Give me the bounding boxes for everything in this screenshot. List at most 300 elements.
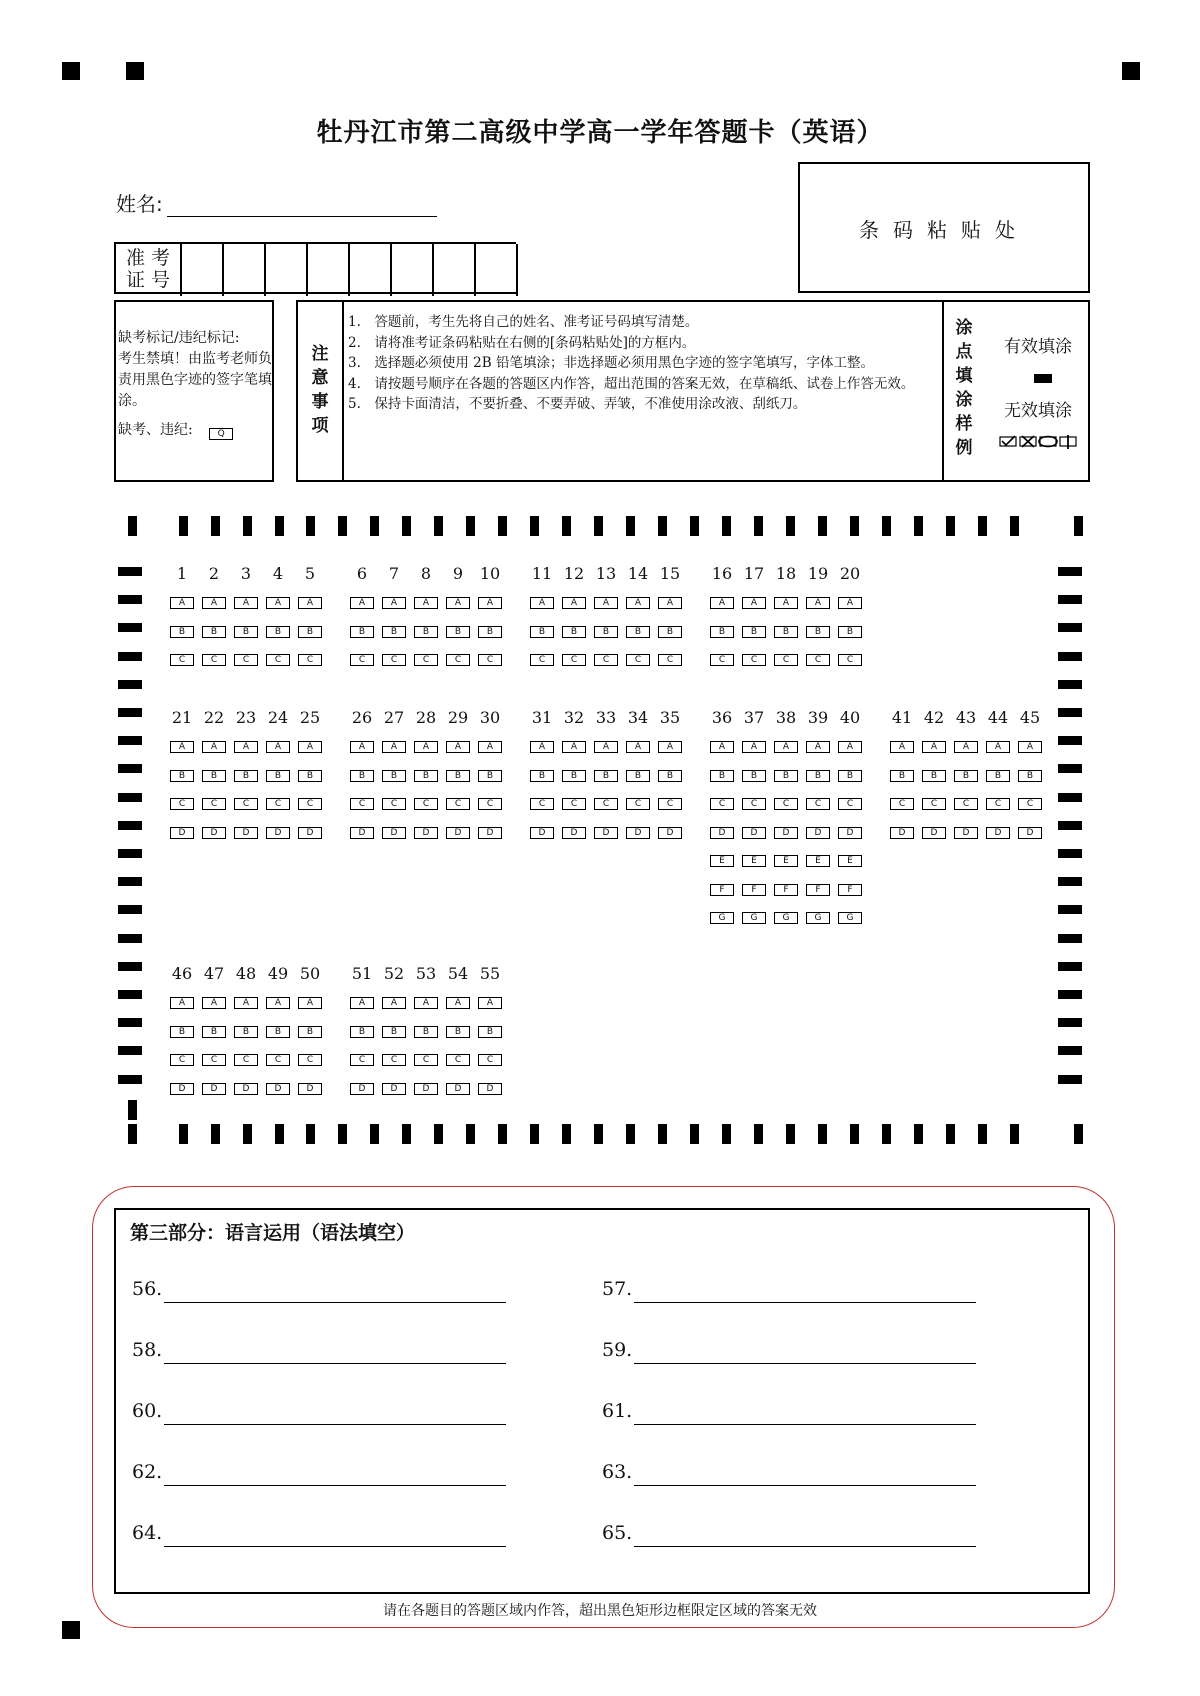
timing-mark [498,1124,507,1144]
timing-mark [498,516,507,536]
exam-id-digit-cell[interactable] [182,244,224,296]
answer-bubble-54-d[interactable]: D [446,1083,470,1095]
answer-bubble-8-a[interactable]: A [414,597,438,609]
answer-bubble-46-a[interactable]: A [170,997,194,1009]
answer-bubble-13-b[interactable]: B [594,626,618,638]
answer-bubble-11-c[interactable]: C [530,654,554,666]
answer-bubble-41-c[interactable]: C [890,798,914,810]
answer-bubble-37-d[interactable]: D [742,827,766,839]
question-number: 30 [479,708,501,727]
answer-bubble-36-d[interactable]: D [710,827,734,839]
fill-answer-line[interactable] [634,1485,976,1486]
answer-bubble-32-a[interactable]: A [562,741,586,753]
answer-bubble-55-b[interactable]: B [478,1026,502,1038]
answer-bubble-41-d[interactable]: D [890,827,914,839]
notice-item: 2. 请将准考证条码粘贴在右侧的[条码粘贴处]的方框内。 [348,334,696,351]
timing-mark [1058,990,1082,999]
fill-answer-line[interactable] [164,1302,506,1303]
answer-bubble-33-d[interactable]: D [594,827,618,839]
answer-bubble-23-c[interactable]: C [234,798,258,810]
answer-bubble-36-e[interactable]: E [710,855,734,867]
question-number: 43 [955,708,977,727]
absence-text: 考生禁填！由监考老师负责用黑色字迹的签字笔填涂。 [118,351,272,409]
answer-bubble-14-a[interactable]: A [626,597,650,609]
answer-bubble-27-a[interactable]: A [382,741,406,753]
answer-bubble-48-d[interactable]: D [234,1083,258,1095]
fill-answer-line[interactable] [164,1363,506,1364]
timing-mark [434,516,443,536]
barcode-label: 条码粘贴处 [859,218,1029,242]
name-field[interactable] [116,188,437,217]
exam-id-digit-cell[interactable] [476,244,518,296]
answer-bubble-41-a[interactable]: A [890,741,914,753]
answer-bubble-44-a[interactable]: A [986,741,1010,753]
answer-bubble-31-d[interactable]: D [530,827,554,839]
timing-mark [306,1124,315,1144]
answer-bubble-20-c[interactable]: C [838,654,862,666]
answer-bubble-8-b[interactable]: B [414,626,438,638]
answer-bubble-26-b[interactable]: B [350,770,374,782]
answer-bubble-9-a[interactable]: A [446,597,470,609]
answer-bubble-34-b[interactable]: B [626,770,650,782]
answer-bubble-29-b[interactable]: B [446,770,470,782]
fill-answer-line[interactable] [634,1302,976,1303]
answer-bubble-37-f[interactable]: F [742,884,766,896]
answer-bubble-27-d[interactable]: D [382,827,406,839]
answer-bubble-39-f[interactable]: F [806,884,830,896]
question-number: 46 [171,964,193,983]
answer-bubble-45-d[interactable]: D [1018,827,1042,839]
answer-bubble-36-g[interactable]: G [710,912,734,924]
answer-bubble-22-a[interactable]: A [202,741,226,753]
fill-answer-line[interactable] [164,1485,506,1486]
question-number: 21 [171,708,193,727]
answer-bubble-13-c[interactable]: C [594,654,618,666]
answer-bubble-51-a[interactable]: A [350,997,374,1009]
answer-bubble-39-e[interactable]: E [806,855,830,867]
answer-bubble-50-a[interactable]: A [298,997,322,1009]
answer-bubble-53-c[interactable]: C [414,1054,438,1066]
answer-bubble-5-c[interactable]: C [298,654,322,666]
answer-bubble-36-c[interactable]: C [710,798,734,810]
answer-bubble-38-e[interactable]: E [774,855,798,867]
answer-bubble-35-b[interactable]: B [658,770,682,782]
answer-bubble-28-c[interactable]: C [414,798,438,810]
answer-bubble-26-d[interactable]: D [350,827,374,839]
answer-bubble-43-b[interactable]: B [954,770,978,782]
answer-bubble-24-a[interactable]: A [266,741,290,753]
answer-bubble-22-b[interactable]: B [202,770,226,782]
answer-bubble-29-c[interactable]: C [446,798,470,810]
answer-bubble-25-a[interactable]: A [298,741,322,753]
exam-id-digit-cell[interactable] [434,244,476,296]
answer-bubble-7-b[interactable]: B [382,626,406,638]
answer-bubble-33-c[interactable]: C [594,798,618,810]
answer-bubble-52-b[interactable]: B [382,1026,406,1038]
answer-bubble-15-a[interactable]: A [658,597,682,609]
timing-mark [243,1124,252,1144]
question-number: 27 [383,708,405,727]
exam-id-label-line-2: 证 号 [125,269,171,291]
fill-answer-line[interactable] [634,1546,976,1547]
answer-bubble-6-c[interactable]: C [350,654,374,666]
answer-bubble-52-a[interactable]: A [382,997,406,1009]
timing-mark [562,516,571,536]
answer-bubble-27-c[interactable]: C [382,798,406,810]
answer-bubble-50-d[interactable]: D [298,1083,322,1095]
answer-bubble-48-a[interactable]: A [234,997,258,1009]
answer-bubble-12-c[interactable]: C [562,654,586,666]
answer-bubble-40-d[interactable]: D [838,827,862,839]
answer-bubble-8-c[interactable]: C [414,654,438,666]
answer-bubble-37-c[interactable]: C [742,798,766,810]
answer-bubble-11-b[interactable]: B [530,626,554,638]
notice-item: 4. 请按题号顺序在各题的答题区内作答，超出范围的答案无效，在草稿纸、试卷上作答无效。 [348,375,915,392]
answer-bubble-16-b[interactable]: B [710,626,734,638]
timing-mark [1058,934,1082,943]
answer-bubble-27-b[interactable]: B [382,770,406,782]
answer-bubble-21-d[interactable]: D [170,827,194,839]
name-line[interactable] [167,196,437,217]
question-number: 52 [383,964,405,983]
answer-bubble-44-b[interactable]: B [986,770,1010,782]
answer-bubble-50-b[interactable]: B [298,1026,322,1038]
question-number: 49 [267,964,289,983]
answer-bubble-17-c[interactable]: C [742,654,766,666]
answer-bubble-2-a[interactable]: A [202,597,226,609]
answer-bubble-32-b[interactable]: B [562,770,586,782]
answer-bubble-7-a[interactable]: A [382,597,406,609]
answer-bubble-51-b[interactable]: B [350,1026,374,1038]
timing-mark [1074,1124,1083,1144]
answer-bubble-10-b[interactable]: B [478,626,502,638]
answer-bubble-42-d[interactable]: D [922,827,946,839]
answer-bubble-43-c[interactable]: C [954,798,978,810]
answer-bubble-25-c[interactable]: C [298,798,322,810]
answer-bubble-12-b[interactable]: B [562,626,586,638]
answer-bubble-17-a[interactable]: A [742,597,766,609]
timing-mark [402,1124,411,1144]
answer-bubble-37-e[interactable]: E [742,855,766,867]
question-number: 24 [267,708,289,727]
answer-bubble-50-c[interactable]: C [298,1054,322,1066]
answer-bubble-21-c[interactable]: C [170,798,194,810]
answer-bubble-38-c[interactable]: C [774,798,798,810]
answer-bubble-6-a[interactable]: A [350,597,374,609]
fill-answer-line[interactable] [164,1424,506,1425]
answer-bubble-45-b[interactable]: B [1018,770,1042,782]
answer-bubble-18-b[interactable]: B [774,626,798,638]
timing-mark [1058,595,1082,604]
answer-bubble-30-c[interactable]: C [478,798,502,810]
answer-bubble-22-d[interactable]: D [202,827,226,839]
answer-bubble-22-c[interactable]: C [202,798,226,810]
answer-bubble-40-c[interactable]: C [838,798,862,810]
answer-bubble-40-e[interactable]: E [838,855,862,867]
answer-bubble-49-c[interactable]: C [266,1054,290,1066]
answer-bubble-38-d[interactable]: D [774,827,798,839]
answer-bubble-25-b[interactable]: B [298,770,322,782]
exam-id-digit-cell[interactable] [266,244,308,296]
question-number: 55 [479,964,501,983]
answer-bubble-29-d[interactable]: D [446,827,470,839]
answer-bubble-52-c[interactable]: C [382,1054,406,1066]
answer-bubble-11-a[interactable]: A [530,597,554,609]
answer-bubble-15-b[interactable]: B [658,626,682,638]
registration-mark-top-right [1122,62,1140,80]
answer-bubble-36-b[interactable]: B [710,770,734,782]
answer-bubble-5-b[interactable]: B [298,626,322,638]
answer-bubble-40-f[interactable]: F [838,884,862,896]
question-number: 41 [891,708,913,727]
absence-mark-checkbox[interactable]: Q [209,428,233,440]
answer-bubble-4-b[interactable]: B [266,626,290,638]
timing-mark [1058,1046,1082,1055]
answer-bubble-54-a[interactable]: A [446,997,470,1009]
answer-bubble-39-b[interactable]: B [806,770,830,782]
page-title: 牡丹江市第二高级中学高一学年答题卡（英语） [316,118,884,148]
timing-mark [466,1124,475,1144]
answer-bubble-34-c[interactable]: C [626,798,650,810]
answer-bubble-53-b[interactable]: B [414,1026,438,1038]
answer-bubble-44-c[interactable]: C [986,798,1010,810]
answer-bubble-54-c[interactable]: C [446,1054,470,1066]
answer-bubble-19-a[interactable]: A [806,597,830,609]
answer-bubble-1-a[interactable]: A [170,597,194,609]
answer-bubble-38-g[interactable]: G [774,912,798,924]
answer-bubble-25-d[interactable]: D [298,827,322,839]
answer-bubble-32-c[interactable]: C [562,798,586,810]
answer-bubble-18-c[interactable]: C [774,654,798,666]
answer-bubble-24-b[interactable]: B [266,770,290,782]
question-number: 7 [388,564,400,583]
question-number: 23 [235,708,257,727]
answer-bubble-31-b[interactable]: B [530,770,554,782]
question-number: 35 [659,708,681,727]
answer-bubble-3-b[interactable]: B [234,626,258,638]
answer-bubble-36-f[interactable]: F [710,884,734,896]
answer-bubble-1-c[interactable]: C [170,654,194,666]
question-number: 29 [447,708,469,727]
answer-bubble-55-d[interactable]: D [478,1083,502,1095]
answer-bubble-26-c[interactable]: C [350,798,374,810]
answer-bubble-12-a[interactable]: A [562,597,586,609]
answer-bubble-23-a[interactable]: A [234,741,258,753]
answer-bubble-23-d[interactable]: D [234,827,258,839]
answer-bubble-40-b[interactable]: B [838,770,862,782]
answer-bubble-30-b[interactable]: B [478,770,502,782]
answer-bubble-46-c[interactable]: C [170,1054,194,1066]
answer-bubble-15-c[interactable]: C [658,654,682,666]
answer-bubble-16-a[interactable]: A [710,597,734,609]
answer-bubble-39-a[interactable]: A [806,741,830,753]
answer-bubble-35-d[interactable]: D [658,827,682,839]
answer-bubble-28-a[interactable]: A [414,741,438,753]
answer-bubble-21-b[interactable]: B [170,770,194,782]
answer-bubble-30-d[interactable]: D [478,827,502,839]
timing-mark [118,849,142,858]
answer-bubble-37-b[interactable]: B [742,770,766,782]
timing-mark [1058,962,1082,971]
answer-bubble-45-a[interactable]: A [1018,741,1042,753]
answer-bubble-47-a[interactable]: A [202,997,226,1009]
exam-id-digit-cell[interactable] [308,244,350,296]
answer-bubble-35-c[interactable]: C [658,798,682,810]
answer-bubble-26-a[interactable]: A [350,741,374,753]
answer-bubble-19-c[interactable]: C [806,654,830,666]
answer-bubble-5-a[interactable]: A [298,597,322,609]
answer-bubble-9-c[interactable]: C [446,654,470,666]
fill-sample-side-label: 涂 点 填 涂 样 例 [955,318,973,458]
answer-bubble-24-c[interactable]: C [266,798,290,810]
answer-bubble-43-a[interactable]: A [954,741,978,753]
answer-bubble-10-c[interactable]: C [478,654,502,666]
answer-bubble-39-d[interactable]: D [806,827,830,839]
answer-bubble-42-b[interactable]: B [922,770,946,782]
timing-mark [1058,680,1082,689]
answer-bubble-33-b[interactable]: B [594,770,618,782]
section3-box [114,1208,1090,1594]
answer-bubble-32-d[interactable]: D [562,827,586,839]
answer-bubble-13-a[interactable]: A [594,597,618,609]
answer-bubble-46-d[interactable]: D [170,1083,194,1095]
answer-bubble-3-a[interactable]: A [234,597,258,609]
answer-bubble-55-a[interactable]: A [478,997,502,1009]
answer-bubble-46-b[interactable]: B [170,1026,194,1038]
fill-answer-line[interactable] [164,1546,506,1547]
answer-bubble-24-d[interactable]: D [266,827,290,839]
answer-bubble-20-a[interactable]: A [838,597,862,609]
fill-answer-line[interactable] [634,1424,976,1425]
invalid-fill-label: 无效填涂 [1004,401,1072,421]
answer-bubble-19-b[interactable]: B [806,626,830,638]
answer-bubble-42-c[interactable]: C [922,798,946,810]
answer-bubble-45-c[interactable]: C [1018,798,1042,810]
answer-bubble-28-b[interactable]: B [414,770,438,782]
answer-bubble-44-d[interactable]: D [986,827,1010,839]
exam-id-digit-cell[interactable] [224,244,266,296]
answer-bubble-49-a[interactable]: A [266,997,290,1009]
timing-mark [914,516,923,536]
answer-bubble-14-b[interactable]: B [626,626,650,638]
answer-bubble-4-a[interactable]: A [266,597,290,609]
answer-bubble-4-c[interactable]: C [266,654,290,666]
answer-bubble-41-b[interactable]: B [890,770,914,782]
answer-bubble-37-g[interactable]: G [742,912,766,924]
valid-fill-sample [1034,374,1052,383]
fill-answer-line[interactable] [634,1363,976,1364]
answer-bubble-54-b[interactable]: B [446,1026,470,1038]
timing-mark [211,516,220,536]
fill-item-label: 64. [132,1522,163,1544]
answer-bubble-52-d[interactable]: D [382,1083,406,1095]
answer-bubble-51-c[interactable]: C [350,1054,374,1066]
answer-bubble-43-d[interactable]: D [954,827,978,839]
answer-bubble-2-b[interactable]: B [202,626,226,638]
timing-mark [118,595,142,604]
answer-bubble-36-a[interactable]: A [710,741,734,753]
timing-mark [530,516,539,536]
timing-mark [978,1124,987,1144]
answer-bubble-34-d[interactable]: D [626,827,650,839]
exam-id-digit-cell[interactable] [350,244,392,296]
answer-bubble-47-b[interactable]: B [202,1026,226,1038]
answer-bubble-30-a[interactable]: A [478,741,502,753]
answer-bubble-39-c[interactable]: C [806,798,830,810]
answer-bubble-42-a[interactable]: A [922,741,946,753]
answer-bubble-6-b[interactable]: B [350,626,374,638]
timing-mark [118,905,142,914]
answer-bubble-28-d[interactable]: D [414,827,438,839]
question-number: 38 [775,708,797,727]
answer-bubble-9-b[interactable]: B [446,626,470,638]
answer-bubble-48-c[interactable]: C [234,1054,258,1066]
notice-item: 1. 答题前，考生先将自己的姓名、准考证号码填写清楚。 [348,314,699,330]
answer-bubble-21-a[interactable]: A [170,741,194,753]
question-number: 26 [351,708,373,727]
question-number: 37 [743,708,765,727]
fill-item-label: 63. [602,1461,633,1483]
question-number: 20 [839,564,861,583]
answer-bubble-38-a[interactable]: A [774,741,798,753]
answer-bubble-1-b[interactable]: B [170,626,194,638]
answer-bubble-38-b[interactable]: B [774,770,798,782]
exam-id-grid[interactable] [114,242,516,294]
answer-bubble-39-g[interactable]: G [806,912,830,924]
answer-bubble-16-c[interactable]: C [710,654,734,666]
answer-bubble-55-c[interactable]: C [478,1054,502,1066]
answer-bubble-37-a[interactable]: A [742,741,766,753]
answer-bubble-49-b[interactable]: B [266,1026,290,1038]
answer-bubble-53-a[interactable]: A [414,997,438,1009]
answer-bubble-33-a[interactable]: A [594,741,618,753]
answer-bubble-23-b[interactable]: B [234,770,258,782]
answer-bubble-20-b[interactable]: B [838,626,862,638]
timing-mark [818,1124,827,1144]
answer-bubble-47-d[interactable]: D [202,1083,226,1095]
answer-bubble-38-f[interactable]: F [774,884,798,896]
answer-bubble-48-b[interactable]: B [234,1026,258,1038]
answer-bubble-40-a[interactable]: A [838,741,862,753]
answer-bubble-51-d[interactable]: D [350,1083,374,1095]
question-number: 51 [351,964,373,983]
answer-bubble-18-a[interactable]: A [774,597,798,609]
question-number: 33 [595,708,617,727]
answer-bubble-10-a[interactable]: A [478,597,502,609]
answer-bubble-2-c[interactable]: C [202,654,226,666]
answer-bubble-29-a[interactable]: A [446,741,470,753]
answer-bubble-14-c[interactable]: C [626,654,650,666]
answer-bubble-3-c[interactable]: C [234,654,258,666]
question-number: 8 [420,564,432,583]
exam-id-label [116,244,182,296]
timing-mark [118,793,142,802]
absence-mark-label: 缺考、违纪: [118,422,193,438]
answer-bubble-17-b[interactable]: B [742,626,766,638]
answer-bubble-53-d[interactable]: D [414,1083,438,1095]
exam-id-digit-cell[interactable] [392,244,434,296]
answer-bubble-47-c[interactable]: C [202,1054,226,1066]
answer-bubble-34-a[interactable]: A [626,741,650,753]
answer-bubble-49-d[interactable]: D [266,1083,290,1095]
timing-mark [370,1124,379,1144]
timing-mark [275,516,284,536]
answer-bubble-31-c[interactable]: C [530,798,554,810]
answer-bubble-40-g[interactable]: G [838,912,862,924]
answer-bubble-31-a[interactable]: A [530,741,554,753]
answer-bubble-35-a[interactable]: A [658,741,682,753]
answer-bubble-7-c[interactable]: C [382,654,406,666]
